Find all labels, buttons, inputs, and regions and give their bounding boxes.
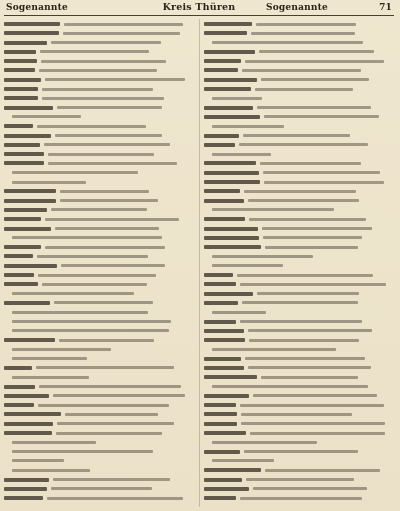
directory-entry-line (4, 437, 192, 446)
entry-name-line (204, 403, 236, 407)
entry-name-line (4, 106, 53, 110)
directory-entry-line (204, 270, 392, 279)
entry-name-line (4, 301, 50, 305)
entry-detail-line (240, 404, 384, 407)
directory-entry-line (204, 289, 392, 298)
directory-entry-line (204, 103, 392, 112)
directory-entry-line (4, 196, 192, 205)
entry-detail-line (244, 450, 358, 453)
entry-name-line (204, 189, 240, 193)
entry-detail-line (37, 125, 146, 128)
entry-name-line (204, 338, 245, 342)
directory-entry-line (4, 93, 192, 102)
entry-name-line (204, 171, 259, 175)
entry-continuation-line (212, 264, 283, 267)
entry-detail-line (39, 385, 181, 388)
entry-detail-line (260, 162, 361, 165)
entry-name-line (204, 106, 253, 110)
directory-entry-line (4, 242, 192, 251)
entry-continuation-line (12, 329, 169, 332)
entry-detail-line (249, 339, 359, 342)
entry-name-line (204, 161, 256, 165)
entry-name-line (204, 22, 252, 26)
directory-entry-line (204, 261, 392, 270)
directory-entry-line (4, 372, 192, 381)
entry-name-line (4, 403, 34, 407)
directory-entry-line (204, 335, 392, 344)
entry-detail-line (48, 153, 154, 156)
entry-name-line (4, 431, 52, 435)
directory-entry-line (4, 279, 192, 288)
entry-continuation-line (12, 181, 86, 184)
entry-continuation-line (12, 115, 81, 118)
directory-entry-line (4, 149, 192, 158)
directory-entry-line (204, 326, 392, 335)
left-column (4, 19, 192, 507)
entry-name-line (204, 143, 235, 147)
entry-detail-line (239, 143, 368, 146)
entry-detail-line (261, 376, 358, 379)
entry-name-line (4, 199, 56, 203)
entry-name-line (204, 320, 236, 324)
entry-continuation-line (12, 311, 148, 314)
directory-entry-line (4, 28, 192, 37)
entry-detail-line (253, 394, 377, 397)
entry-name-line (4, 208, 47, 212)
directory-entry-line (4, 38, 192, 47)
directory-entry-line (204, 168, 392, 177)
directory-entry-line (4, 251, 192, 260)
entry-name-line (204, 478, 242, 482)
directory-entry-line (4, 382, 192, 391)
directory-entry-line (4, 391, 192, 400)
directory-entry-line (4, 103, 192, 112)
entry-detail-line (263, 171, 380, 174)
entry-continuation-line (212, 208, 334, 211)
directory-entry-line (204, 149, 392, 158)
directory-entry-line (4, 363, 192, 372)
directory-entry-line (4, 465, 192, 474)
entry-name-line (4, 478, 49, 482)
entry-detail-line (42, 88, 153, 91)
entry-continuation-line (212, 97, 262, 100)
entry-detail-line (55, 227, 159, 230)
entry-name-line (204, 134, 239, 138)
directory-entry-line (4, 56, 192, 65)
directory-entry-line (4, 307, 192, 316)
entry-name-line (204, 236, 259, 240)
entry-name-line (4, 134, 51, 138)
entry-name-line (204, 496, 236, 500)
entry-detail-line (51, 208, 147, 211)
entry-detail-line (63, 32, 180, 35)
entry-name-line (4, 124, 33, 128)
entry-name-line (204, 375, 257, 379)
directory-entry-line (204, 437, 392, 446)
directory-entry-line (204, 28, 392, 37)
entry-name-line (4, 394, 49, 398)
entry-name-line (204, 431, 246, 435)
entry-name-line (4, 78, 41, 82)
directory-entry-line (204, 400, 392, 409)
entry-name-line (204, 199, 244, 203)
directory-entry-line (204, 131, 392, 140)
entry-detail-line (65, 413, 158, 416)
directory-entry-line (204, 112, 392, 121)
directory-entry-line (4, 354, 192, 363)
entry-detail-line (47, 497, 183, 500)
entry-continuation-line (12, 292, 134, 295)
directory-entry-line (4, 409, 192, 418)
entry-detail-line (64, 23, 183, 26)
directory-entry-line (4, 428, 192, 437)
directory-entry-line (204, 484, 392, 493)
entry-detail-line (257, 106, 371, 109)
entry-detail-line (246, 478, 354, 481)
directory-entry-line (4, 493, 192, 502)
directory-entry-line (4, 186, 192, 195)
directory-entry-line (204, 382, 392, 391)
directory-entry-line (204, 251, 392, 260)
entry-continuation-line (12, 236, 162, 239)
entry-detail-line (251, 32, 355, 35)
entry-name-line (204, 292, 253, 296)
entry-continuation-line (12, 459, 64, 462)
entry-detail-line (244, 190, 356, 193)
entry-detail-line (36, 366, 174, 369)
entry-detail-line (60, 190, 149, 193)
directory-entry-line (204, 19, 392, 28)
directory-entry-line (204, 307, 392, 316)
entry-name-line (204, 59, 241, 63)
entry-name-line (204, 450, 240, 454)
directory-entry-line (4, 224, 192, 233)
directory-entry-line (4, 177, 192, 186)
directory-entry-line (4, 326, 192, 335)
directory-entry-line (4, 419, 192, 428)
entry-name-line (4, 96, 38, 100)
entry-name-line (4, 161, 44, 165)
entry-detail-line (38, 404, 169, 407)
directory-entry-line (4, 84, 192, 93)
directory-entry-line (4, 400, 192, 409)
directory-entry-line (4, 475, 192, 484)
entry-name-line (4, 496, 43, 500)
entry-name-line (204, 115, 260, 119)
entry-name-line (204, 329, 244, 333)
entry-detail-line (48, 162, 177, 165)
entry-name-line (4, 385, 35, 389)
entry-name-line (4, 282, 38, 286)
header-mid: Sogenannte (266, 3, 328, 13)
entry-detail-line (255, 88, 353, 91)
entry-detail-line (243, 134, 350, 137)
right-column (204, 19, 392, 507)
entry-detail-line (59, 339, 154, 342)
directory-entry-line (204, 56, 392, 65)
entry-name-line (4, 227, 51, 231)
running-header (4, 2, 394, 14)
entry-name-line (4, 41, 47, 45)
directory-entry-line (4, 131, 192, 140)
entry-detail-line (257, 292, 359, 295)
directory-entry-line (204, 205, 392, 214)
entry-name-line (4, 264, 57, 268)
directory-entry-line (204, 372, 392, 381)
entry-detail-line (41, 60, 166, 63)
entry-detail-line (240, 320, 362, 323)
entry-continuation-line (212, 153, 271, 156)
entry-name-line (4, 59, 37, 63)
entry-detail-line (45, 218, 179, 221)
entry-detail-line (261, 78, 369, 81)
directory-entry-line (4, 158, 192, 167)
directory-entry-line (4, 298, 192, 307)
directory-entry-line (204, 344, 392, 353)
directory-entry-line (4, 335, 192, 344)
entry-continuation-line (212, 311, 266, 314)
directory-entry-line (204, 196, 392, 205)
directory-entry-line (204, 233, 392, 242)
entry-name-line (204, 87, 251, 91)
entry-name-line (204, 394, 249, 398)
entry-name-line (204, 68, 238, 72)
directory-entry-line (4, 233, 192, 242)
directory-entry-line (4, 261, 192, 270)
entry-continuation-line (212, 459, 274, 462)
directory-entry-line (204, 121, 392, 130)
entry-name-line (204, 422, 237, 426)
entry-name-line (4, 152, 44, 156)
entry-detail-line (39, 69, 157, 72)
entry-detail-line (241, 422, 385, 425)
entry-continuation-line (12, 441, 96, 444)
directory-entry-line (4, 344, 192, 353)
header-left: Sogenannte (6, 3, 68, 13)
directory-entry-line (204, 493, 392, 502)
entry-name-line (204, 245, 261, 249)
entry-detail-line (37, 255, 148, 258)
entry-detail-line (60, 199, 158, 202)
directory-entry-line (4, 140, 192, 149)
entry-name-line (204, 50, 255, 54)
entry-name-line (4, 189, 56, 193)
entry-name-line (4, 338, 55, 342)
directory-entry-line (4, 270, 192, 279)
directory-entry-line (4, 484, 192, 493)
directory-entry-line (204, 298, 392, 307)
directory-entry-line (204, 279, 392, 288)
entry-name-line (4, 412, 61, 416)
entry-detail-line (248, 366, 371, 369)
entry-continuation-line (212, 348, 336, 351)
entry-name-line (4, 68, 35, 72)
directory-entry-line (204, 447, 392, 456)
directory-entry-line (204, 391, 392, 400)
entry-name-line (4, 245, 41, 249)
entry-detail-line (42, 283, 147, 286)
directory-entry-line (204, 428, 392, 437)
entry-continuation-line (12, 171, 138, 174)
entry-name-line (4, 87, 38, 91)
entry-name-line (204, 217, 245, 221)
entry-name-line (204, 412, 237, 416)
entry-detail-line (53, 394, 185, 397)
entry-name-line (204, 31, 247, 35)
directory-entry-line (204, 317, 392, 326)
entry-name-line (204, 78, 257, 82)
entry-name-line (4, 22, 60, 26)
entry-detail-line (256, 23, 356, 26)
entry-name-line (4, 366, 32, 370)
entry-continuation-line (212, 441, 317, 444)
entry-continuation-line (212, 255, 313, 258)
entry-name-line (4, 273, 34, 277)
directory-entry-line (204, 363, 392, 372)
entry-name-line (4, 422, 53, 426)
entry-name-line (204, 273, 233, 277)
entry-continuation-line (212, 385, 368, 388)
directory-entry-line (4, 65, 192, 74)
directory-entry-line (204, 93, 392, 102)
entry-detail-line (262, 227, 372, 230)
entry-continuation-line (12, 348, 111, 351)
directory-entry-line (204, 75, 392, 84)
entry-detail-line (55, 134, 162, 137)
entry-continuation-line (12, 469, 90, 472)
directory-entry-line (4, 19, 192, 28)
entry-detail-line (240, 283, 386, 286)
entry-detail-line (265, 246, 358, 249)
entry-continuation-line (12, 357, 87, 360)
directory-entry-line (4, 75, 192, 84)
entry-detail-line (248, 199, 359, 202)
directory-entry-line (4, 456, 192, 465)
entry-name-line (4, 31, 59, 35)
entry-name-line (204, 357, 241, 361)
directory-entry-line (4, 205, 192, 214)
directory-entry-line (204, 38, 392, 47)
directory-entry-line (204, 456, 392, 465)
entry-name-line (4, 143, 40, 147)
entry-detail-line (42, 97, 164, 100)
directory-entry-line (204, 84, 392, 93)
entry-detail-line (51, 487, 152, 490)
entry-detail-line (245, 357, 365, 360)
entry-detail-line (264, 181, 384, 184)
entry-name-line (204, 301, 238, 305)
directory-entry-line (4, 214, 192, 223)
entry-detail-line (237, 274, 373, 277)
entry-detail-line (242, 301, 358, 304)
header-rule (4, 15, 394, 16)
entry-detail-line (250, 432, 385, 435)
entry-name-line (4, 50, 36, 54)
entry-detail-line (240, 497, 362, 500)
entry-name-line (204, 282, 236, 286)
directory-entry-line (204, 186, 392, 195)
entry-name-line (204, 227, 258, 231)
directory-entry-line (4, 289, 192, 298)
entry-continuation-line (12, 320, 171, 323)
directory-entry-line (204, 354, 392, 363)
entry-detail-line (259, 50, 374, 53)
entry-detail-line (45, 246, 165, 249)
directory-entry-line (204, 158, 392, 167)
column-divider (199, 19, 200, 507)
entry-detail-line (54, 301, 153, 304)
directory-entry-line (204, 224, 392, 233)
entry-continuation-line (212, 41, 363, 44)
entry-detail-line (241, 413, 352, 416)
entry-name-line (4, 217, 41, 221)
entry-detail-line (57, 422, 174, 425)
entry-detail-line (263, 236, 362, 239)
directory-entry-line (4, 447, 192, 456)
entry-detail-line (248, 329, 372, 332)
entry-detail-line (45, 78, 185, 81)
entry-detail-line (38, 274, 156, 277)
entry-detail-line (56, 432, 162, 435)
header-center: Kreis Thüren (162, 2, 236, 13)
directory-entry-line (4, 121, 192, 130)
entry-detail-line (57, 106, 162, 109)
entry-name-line (204, 487, 249, 491)
directory-entry-line (4, 47, 192, 56)
directory-entry-line (204, 65, 392, 74)
directory-entry-line (204, 475, 392, 484)
directory-entry-line (204, 140, 392, 149)
entry-name-line (204, 468, 261, 472)
entry-continuation-line (12, 376, 89, 379)
entry-detail-line (264, 115, 379, 118)
entry-detail-line (242, 69, 361, 72)
directory-entry-line (204, 177, 392, 186)
entry-continuation-line (212, 125, 284, 128)
page-number: 71 (379, 3, 392, 13)
entry-detail-line (51, 41, 161, 44)
entry-detail-line (40, 50, 149, 53)
entry-detail-line (249, 218, 366, 221)
entry-detail-line (265, 469, 380, 472)
directory-entry-line (204, 47, 392, 56)
entry-detail-line (245, 60, 384, 63)
entry-name-line (4, 254, 33, 258)
directory-entry-line (204, 465, 392, 474)
entry-continuation-line (12, 450, 153, 453)
directory-entry-line (4, 168, 192, 177)
entry-detail-line (53, 478, 170, 481)
entry-detail-line (44, 143, 170, 146)
directory-entry-line (204, 214, 392, 223)
directory-entry-line (4, 112, 192, 121)
directory-entry-line (204, 409, 392, 418)
directory-entry-line (4, 317, 192, 326)
entry-name-line (4, 487, 47, 491)
entry-detail-line (253, 487, 367, 490)
directory-entry-line (204, 419, 392, 428)
entry-detail-line (61, 264, 165, 267)
entry-name-line (204, 366, 244, 370)
entry-name-line (204, 180, 260, 184)
directory-entry-line (204, 242, 392, 251)
